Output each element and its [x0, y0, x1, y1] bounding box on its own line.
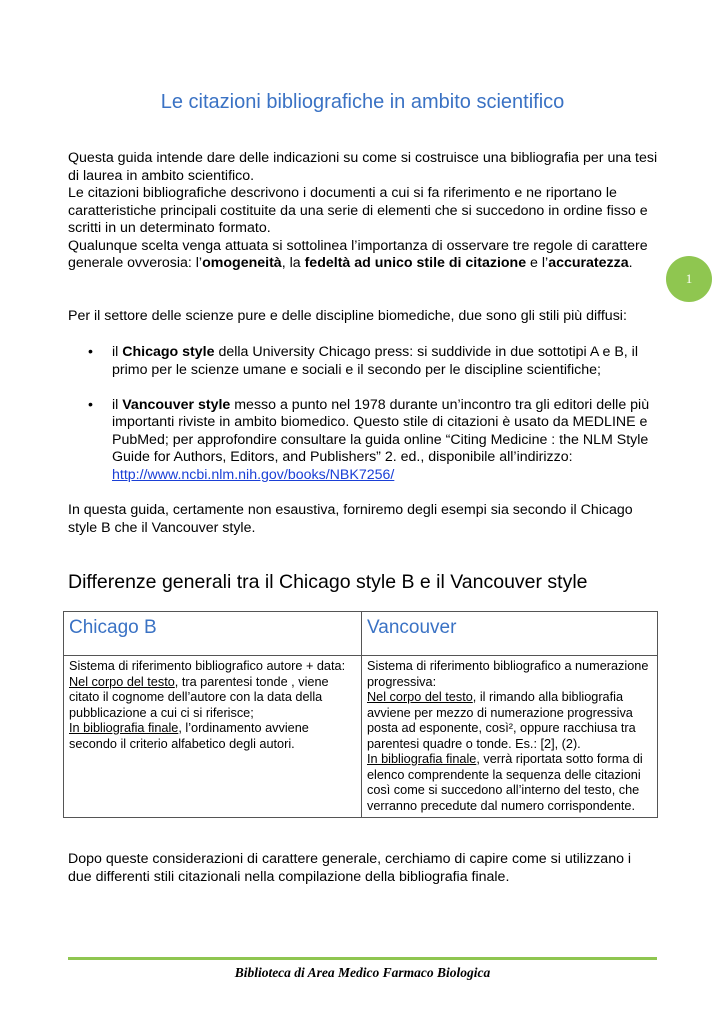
document-title: Le citazioni bibliografiche in ambito scientifico — [160, 91, 565, 113]
list-item-vancouver — [68, 397, 658, 485]
header-vancouver: Vancouver — [362, 612, 658, 656]
list-item-chicago — [68, 344, 658, 379]
chicago-bibliography — [69, 721, 356, 752]
styles-list — [68, 344, 658, 484]
chicago-description: della University Chicago press: si suddivide in due sottotipi A e B, il primo per le scienze umane e sociali e il secondo per le discipline scientifiche; — [112, 344, 638, 378]
table-header-row — [64, 612, 658, 656]
page-number-badge: 1 — [666, 256, 712, 302]
comparison-table — [63, 611, 658, 818]
header-chicago: Chicago B — [64, 612, 362, 656]
intro-rules-lead: Qualunque scelta venga attuata si sottolinea l’importanza di osservare tre regole di carattere generale ovverosia: l’ — [68, 237, 648, 271]
chicago-bib-text: , l’ordinamento avviene secondo il criterio alfabetico degli autori. — [69, 721, 309, 751]
cell-vancouver — [362, 656, 658, 818]
vancouver-text-body — [367, 690, 652, 752]
closing-paragraph: Dopo queste considerazioni di carattere generale, cerchiamo di capire come si utilizzano i due differenti stili citazionali nella compilazione della bibliografia finale. — [68, 851, 632, 885]
vancouver-bib-label: In bibliografia finale — [367, 752, 477, 766]
vancouver-pre: il — [112, 396, 123, 413]
table-row — [64, 656, 658, 818]
rule-fedelta: fedeltà ad unico stile di citazione — [304, 255, 527, 271]
rules-sep-2: e l’ — [526, 255, 549, 271]
intro-line-1: Questa guida intende dare delle indicazioni su come si costruisce una bibliografia per una tesi di laurea in ambito scientifico. — [68, 150, 658, 184]
vancouver-style-name: Vancouver style — [122, 396, 231, 413]
rule-omogeneita: omogeneità — [202, 255, 282, 271]
bullet-icon: • — [88, 396, 93, 413]
vancouver-intro: Sistema di riferimento bibliografico a numerazione progressiva: — [367, 659, 649, 689]
rule-accuratezza: accuratezza — [548, 255, 629, 271]
chicago-style-name: Chicago style — [122, 344, 215, 360]
vancouver-bibliography — [367, 752, 652, 814]
sectors-paragraph: Per il settore delle scienze pure e delle discipline biomediche, due sono gli stili più diffusi: — [68, 308, 627, 324]
chicago-pre: il — [112, 344, 123, 360]
rules-sep-1: , la — [281, 255, 305, 271]
chicago-bib-label: In bibliografia finale — [69, 721, 179, 735]
vancouver-bib-text: , verrà riportata sotto forma di elenco comprendente la sequenza delle citazioni così come si succedono all’interno del testo, che verranno precedute dal numero corrispondente. — [367, 752, 643, 813]
vancouver-body-text: , il rimando alla bibliografia avviene per mezzo di numerazione progressiva posta ad esponente, così², oppure racchiusa tra parentesi quadre o tonde. Es.: [2], (2). — [367, 690, 636, 751]
section-heading: Differenze generali tra il Chicago style B e il Vancouver style — [68, 571, 588, 593]
bullet-icon: • — [88, 344, 93, 360]
vancouver-body-label: Nel corpo del testo — [367, 690, 473, 704]
chicago-body-text: , tra parentesi tonde , viene citato il cognome dell’autore con la data della pubblicazione a cui ci si riferisce; — [69, 674, 329, 720]
vancouver-description: messo a punto nel 1978 durante un’incontro tra gli editori delle più importanti riviste in ambito biomedico. Questo stile di citazioni è usato da MEDLINE e PubMed; per approfondire consultare la guida online “Citing Medicine : the NLM Style Guide for Authors, Editors, and Publishers” 2. ed., disponibile all’indirizzo: — [112, 396, 650, 465]
nlm-guide-link[interactable]: http://www.ncbi.nlm.nih.gov/books/NBK7256/ — [112, 466, 395, 483]
intro-line-3 — [68, 238, 658, 273]
intro-paragraph — [68, 150, 658, 273]
footer-divider — [68, 957, 657, 960]
chicago-body-label: Nel corpo del testo — [69, 674, 175, 689]
guide-paragraph: In questa guida, certamente non esaustiva, forniremo degli esempi sia secondo il Chicago style B che il Vancouver style. — [68, 502, 633, 536]
footer-text: Biblioteca di Area Medico Farmaco Biologica — [234, 965, 491, 980]
rules-end: . — [628, 255, 633, 271]
chicago-intro: Sistema di riferimento bibliografico autore + data: — [69, 659, 346, 673]
cell-chicago — [64, 656, 362, 818]
intro-line-2: Le citazioni bibliografiche descrivono i documenti a cui si fa riferimento e ne riportano le caratteristiche principali costituite da una serie di elementi che si succedono in ordine fisso e scritti in un determinato formato. — [68, 185, 648, 236]
chicago-text-body — [69, 675, 356, 722]
